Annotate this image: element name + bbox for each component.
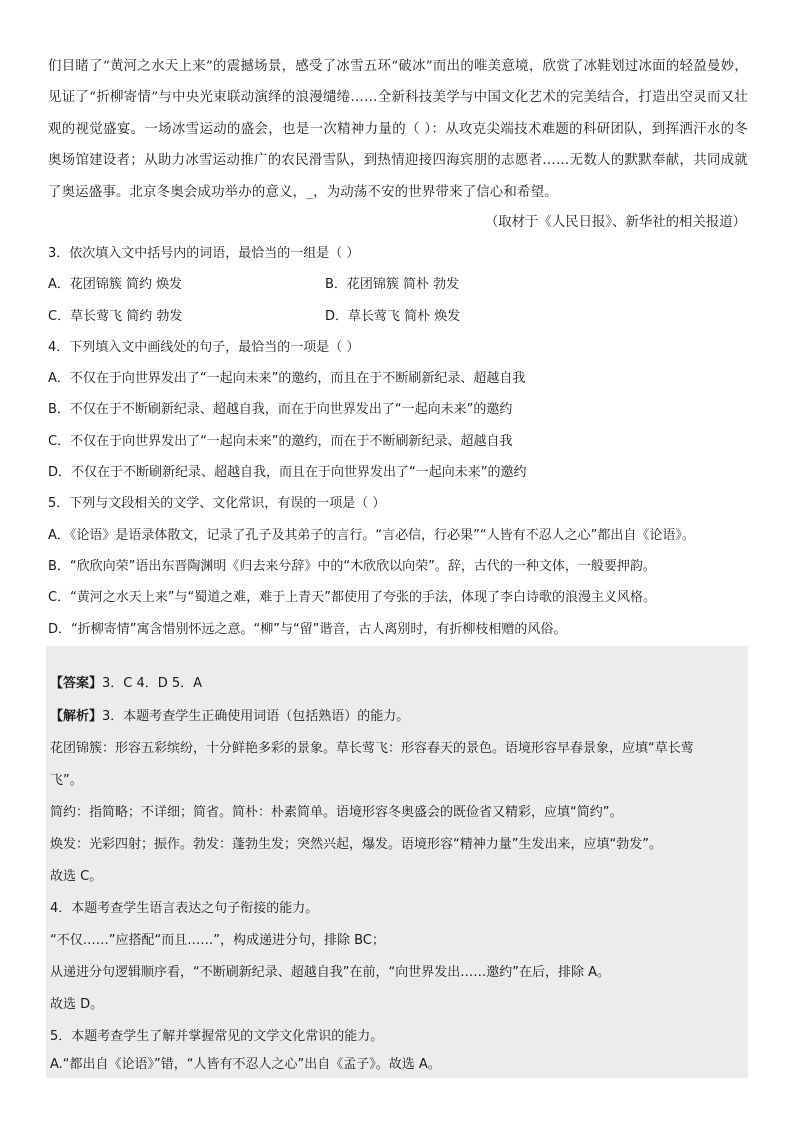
question-3-options-row-2 (48, 301, 758, 332)
analysis-line-9: 从递进分句逻辑顺序看，“不断刷新纪录、超越自我”在前，“向世界发出……邀约”在后，排除 A。 (50, 965, 610, 980)
question-5-stem: 5．下列与文段相关的文学、文化常识，有误的一项是（ ） (48, 496, 386, 512)
answer-tag: 【答案】 (50, 676, 103, 691)
question-3-option-c: C．草长莺飞 简约 勃发 (48, 308, 183, 324)
analysis-line-10: 故选 D。 (50, 997, 104, 1012)
answer-analysis-box (46, 646, 748, 1078)
passage-paragraph: 们目睹了“黄河之水天上来”的震撼场景，感受了冰雪五环“破冰”而出的唯美意境，欣赏了冰鞋划过冰面的轻盈曼妙，见证了“折柳寄情”与中央光束联动演绎的浪漫缱绻……全新科技美学与中国文化艺术的完美结合，打造出空灵而又壮观的视觉盛宴。一场冰雪运动的盛会，也是一次精神力量的（ ）：从攻克尖端技术难题的科研团队，到挥洒汗水的冬奥场馆建设者；从助力冰雪运动推广的农民滑雪队，到热情迎接四海宾朋的志愿者……无数人的默默奉献，共同成就了奥运盛事。北京冬奥会成功举办的意义，_，为动荡不安的世界带来了信心和希望。 (48, 59, 748, 200)
passage-source: （取材于《人民日报》、新华社的相关报道） (484, 215, 746, 230)
question-5-option-b: B．“欣欣向荣”语出东晋陶渊明《归去来兮辞》中的“木欣欣以向荣”。辞，古代的一种文体，一般要押韵。 (48, 558, 656, 574)
analysis-tag: 【解析】 (50, 709, 103, 724)
answer-values: 3．C 4．D 5．A (102, 676, 203, 691)
question-3-options-row-1 (48, 269, 758, 300)
analysis-line-7: 4．本题考查学生语言表达之句子衔接的能力。 (50, 901, 319, 916)
analysis-line-4: 简约：指简略；不详细；简省。简朴：朴素简单。语境形容冬奥盛会的既俭省又精彩，应填“简约”。 (50, 805, 623, 820)
question-4-option-b: B．不仅在于不断刷新纪录、超越自我，而在于向世界发出了“一起向未来”的邀约 (48, 402, 513, 418)
question-3-option-b: B．花团锦簇 简朴 勃发 (325, 277, 460, 293)
question-3-option-a: A．花团锦簇 简约 焕发 (48, 277, 183, 293)
question-5-option-c: C．“黄河之水天上来”与“蜀道之难，难于上青天”都使用了夸张的手法，体现了李白诗歌的浪漫主义风格。 (48, 590, 657, 606)
analysis-line-5: 焕发：光彩四射；振作。勃发：蓬勃生发；突然兴起，爆发。语境形容“精神力量”生发出来，应填“勃发”。 (50, 837, 662, 852)
question-3-option-d: D．草长莺飞 简朴 焕发 (325, 308, 461, 324)
question-4-option-a: A．不仅在于向世界发出了“一起向未来”的邀约，而且在于不断刷新纪录、超越自我 (48, 371, 526, 387)
answer-line (50, 669, 742, 699)
analysis-line-3: 飞”。 (50, 773, 83, 788)
analysis-line-12: A.“都出自《论语》”错，“人皆有不忍人之心”出自《孟子》。故选 A。 (50, 1057, 441, 1072)
question-4-option-d: D．不仅在于不断刷新纪录、超越自我，而且在于向世界发出了“一起向未来”的邀约 (48, 465, 527, 481)
question-3-stem: 3．依次填入文中括号内的词语，最恰当的一组是（ ） (48, 246, 360, 261)
question-4-option-c: C．不仅在于向世界发出了“一起向未来”的邀约，而在于不断刷新纪录、超越自我 (48, 433, 513, 449)
analysis-line-8: “不仅……”应搭配“而且……”，构成递进分句，排除 BC； (50, 933, 385, 948)
questions-section (48, 238, 758, 645)
analysis-line-11: 5．本题考查学生了解并掌握常见的文学文化常识的能力。 (50, 1029, 384, 1044)
analysis-text-1: 3．本题考查学生正确使用词语（包括熟语）的能力。 (102, 709, 410, 724)
question-5-option-d: D．“折柳寄情”寓含惜别怀远之意。“柳”与“留”谐音，古人离别时，有折柳枝相赠的风俗。 (48, 621, 567, 637)
reading-passage (48, 51, 748, 208)
analysis-line-1 (50, 702, 742, 732)
analysis-line-2: 花团锦簇：形容五彩缤纷，十分鲜艳多彩的景象。草长莺飞：形容春天的景色。语境形容早春景象，应填“草长莺 (50, 741, 694, 756)
analysis-line-6: 故选 C。 (50, 869, 103, 884)
question-4-stem: 4．下列填入文中画线处的句子，最恰当的一项是（ ） (48, 339, 360, 355)
question-5-option-a: A．《论语》是语录体散文，记录了孔子及其弟子的言行。“言必信，行必果”“人皆有不忍人之心”都出自《论语》。 (48, 527, 695, 543)
